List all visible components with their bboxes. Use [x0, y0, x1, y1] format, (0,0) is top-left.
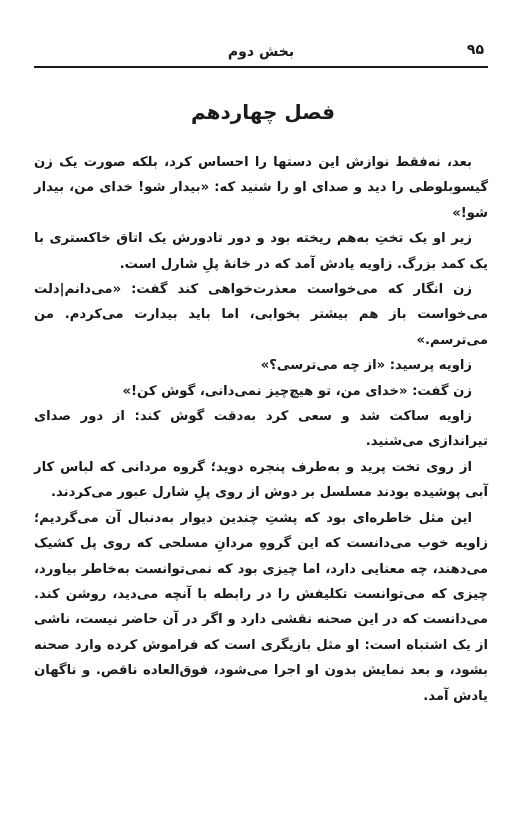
paragraph: زن انگار که می‌خواست معذرت‌خواهی کند گفت: «می‌دانم|دلت می‌خواست باز هم بیشتر بخوابی، اما باید بیدارت می‌کردم. من می‌ترسم.»: [34, 282, 488, 348]
page-number: ۹۵: [466, 42, 484, 58]
section-title: بخش دوم: [227, 44, 295, 60]
paragraph: زیر او یک تختِ به‌هم ریخته بود و دور تادورش یک اتاق خاکستری با یک کمد بزرگ. زاویه یادش آمد که در خانهٔ پلِ شارل است.: [34, 231, 488, 272]
chapter-title: فصل چهاردهم: [190, 100, 336, 124]
running-header: [34, 36, 488, 68]
body-text: [34, 150, 488, 709]
paragraph: از روی تخت پرید و به‌طرف پنجره دوید؛ گروه مردانی که لباس کار آبی پوشیده بودند مسلسل بر دوش از روی پلِ شارل عبور می‌کردند.: [34, 459, 488, 501]
paragraph: زاویه پرسید: «از چه می‌ترسی؟»: [260, 358, 472, 374]
paragraph: زاویه ساکت شد و سعی کرد به‌دقت گوش کند: از دور صدای تیراندازی می‌شنید.: [34, 409, 488, 450]
paragraph: زن گفت: «خدای من، تو هیچ‌چیز نمی‌دانی، گوش کن!»: [122, 383, 472, 399]
header-rule: [34, 66, 488, 68]
paragraph: این مثل خاطره‌ای بود که پشتِ چندین دیوار به‌دنبال آن می‌گردیم؛ زاویه خوب می‌دانست که این گروهِ مردانِ مسلحی که روی پل کشیک می‌دهند، چه معنایی دارد، اما چیزی بود که نمی‌توانست به‌خاطر بیاورد، چیزی که می‌توانست تکلیفش را در رابطه با آنچه می‌دید، روشن کند. می‌دانست که در این صحنه نقشی دارد و اگر در آن حاضر نیست، ناشی از یک اشتباه است: او مثل بازیگری است که فراموش کرده وارد صحنه بشود، و بعد نمایش بدون او اجرا می‌شود، فوق‌العاده ناقص. و ناگهان یادش آمد.: [34, 510, 488, 704]
paragraph: بعد، نه‌فقط نوازش این دستها را احساس کرد، بلکه صورت یک زن گیسوبلوطی را دید و صدای او را شنید که: «بیدار شو! خدای من، بیدار شو!»: [34, 155, 488, 221]
